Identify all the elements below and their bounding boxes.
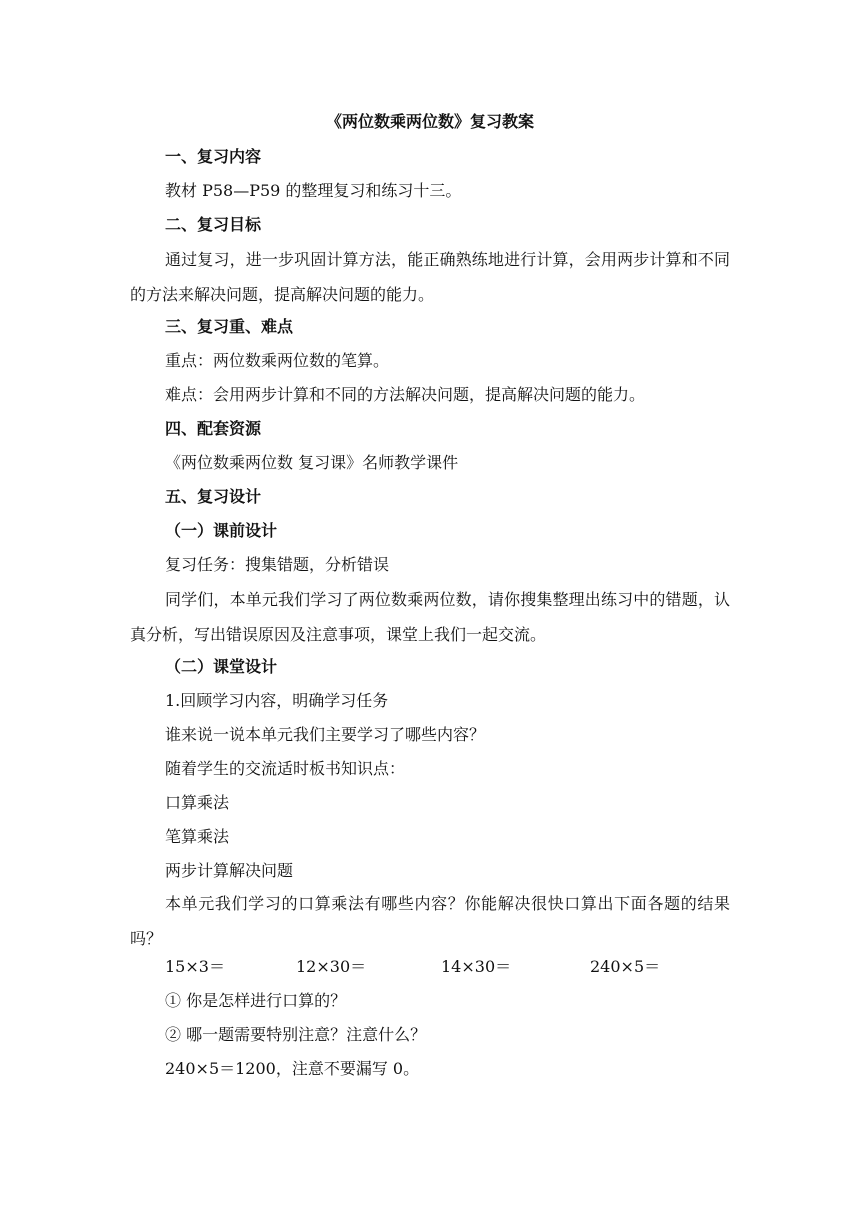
section-heading-review-goals: 二、复习目标 [165,215,262,234]
paragraph: 1.回顾学习内容，明确学习任务 [165,691,389,710]
section-heading-key-points: 三、复习重、难点 [165,317,294,336]
paragraph: 谁来说一说本单元我们主要学习了哪些内容？ [165,725,486,744]
paragraph: ① 你是怎样进行口算的？ [165,991,347,1010]
paragraph: 240×5＝1200，注意不要漏写 0。 [165,1059,420,1078]
knowledge-point: 两步计算解决问题 [165,861,294,880]
paragraph: 本单元我们学习的口算乘法有哪些内容？你能解决很快口算出下面各题的结果吗？ [130,894,730,948]
document-title: 《两位数乘两位数》复习教案 [325,112,534,131]
paragraph: 复习任务：搜集错题，分析错误 [165,555,390,574]
section-heading-review-content: 一、复习内容 [165,147,262,166]
calc-item: 12×30＝ [296,957,367,976]
paragraph: 随着学生的交流适时板书知识点： [165,759,406,778]
paragraph: ② 哪一题需要特别注意？注意什么？ [165,1025,427,1044]
subsection-heading-pre-class: （一）课前设计 [165,521,278,540]
calc-item: 240×5＝ [590,957,661,976]
subsection-heading-in-class: （二）课堂设计 [165,657,278,676]
paragraph: 同学们，本单元我们学习了两位数乘两位数，请你搜集整理出练习中的错题，认真分析，写出错误原因及注意事项，课堂上我们一起交流。 [130,590,730,644]
section-heading-resources: 四、配套资源 [165,419,262,438]
knowledge-point: 笔算乘法 [165,827,230,846]
knowledge-point: 口算乘法 [165,793,230,812]
paragraph: 通过复习，进一步巩固计算方法，能正确熟练地进行计算，会用两步计算和不同的方法来解决问题，提高解决问题的能力。 [130,250,730,304]
paragraph: 教材 P58—P59 的整理复习和练习十三。 [165,181,462,200]
calc-item: 14×30＝ [441,957,512,976]
section-heading-review-design: 五、复习设计 [165,487,262,506]
paragraph: 《两位数乘两位数 复习课》名师教学课件 [165,453,459,472]
paragraph: 重点：两位数乘两位数的笔算。 [165,351,390,370]
paragraph: 难点：会用两步计算和不同的方法解决问题，提高解决问题的能力。 [165,385,646,404]
calc-item: 15×3＝ [165,957,225,976]
